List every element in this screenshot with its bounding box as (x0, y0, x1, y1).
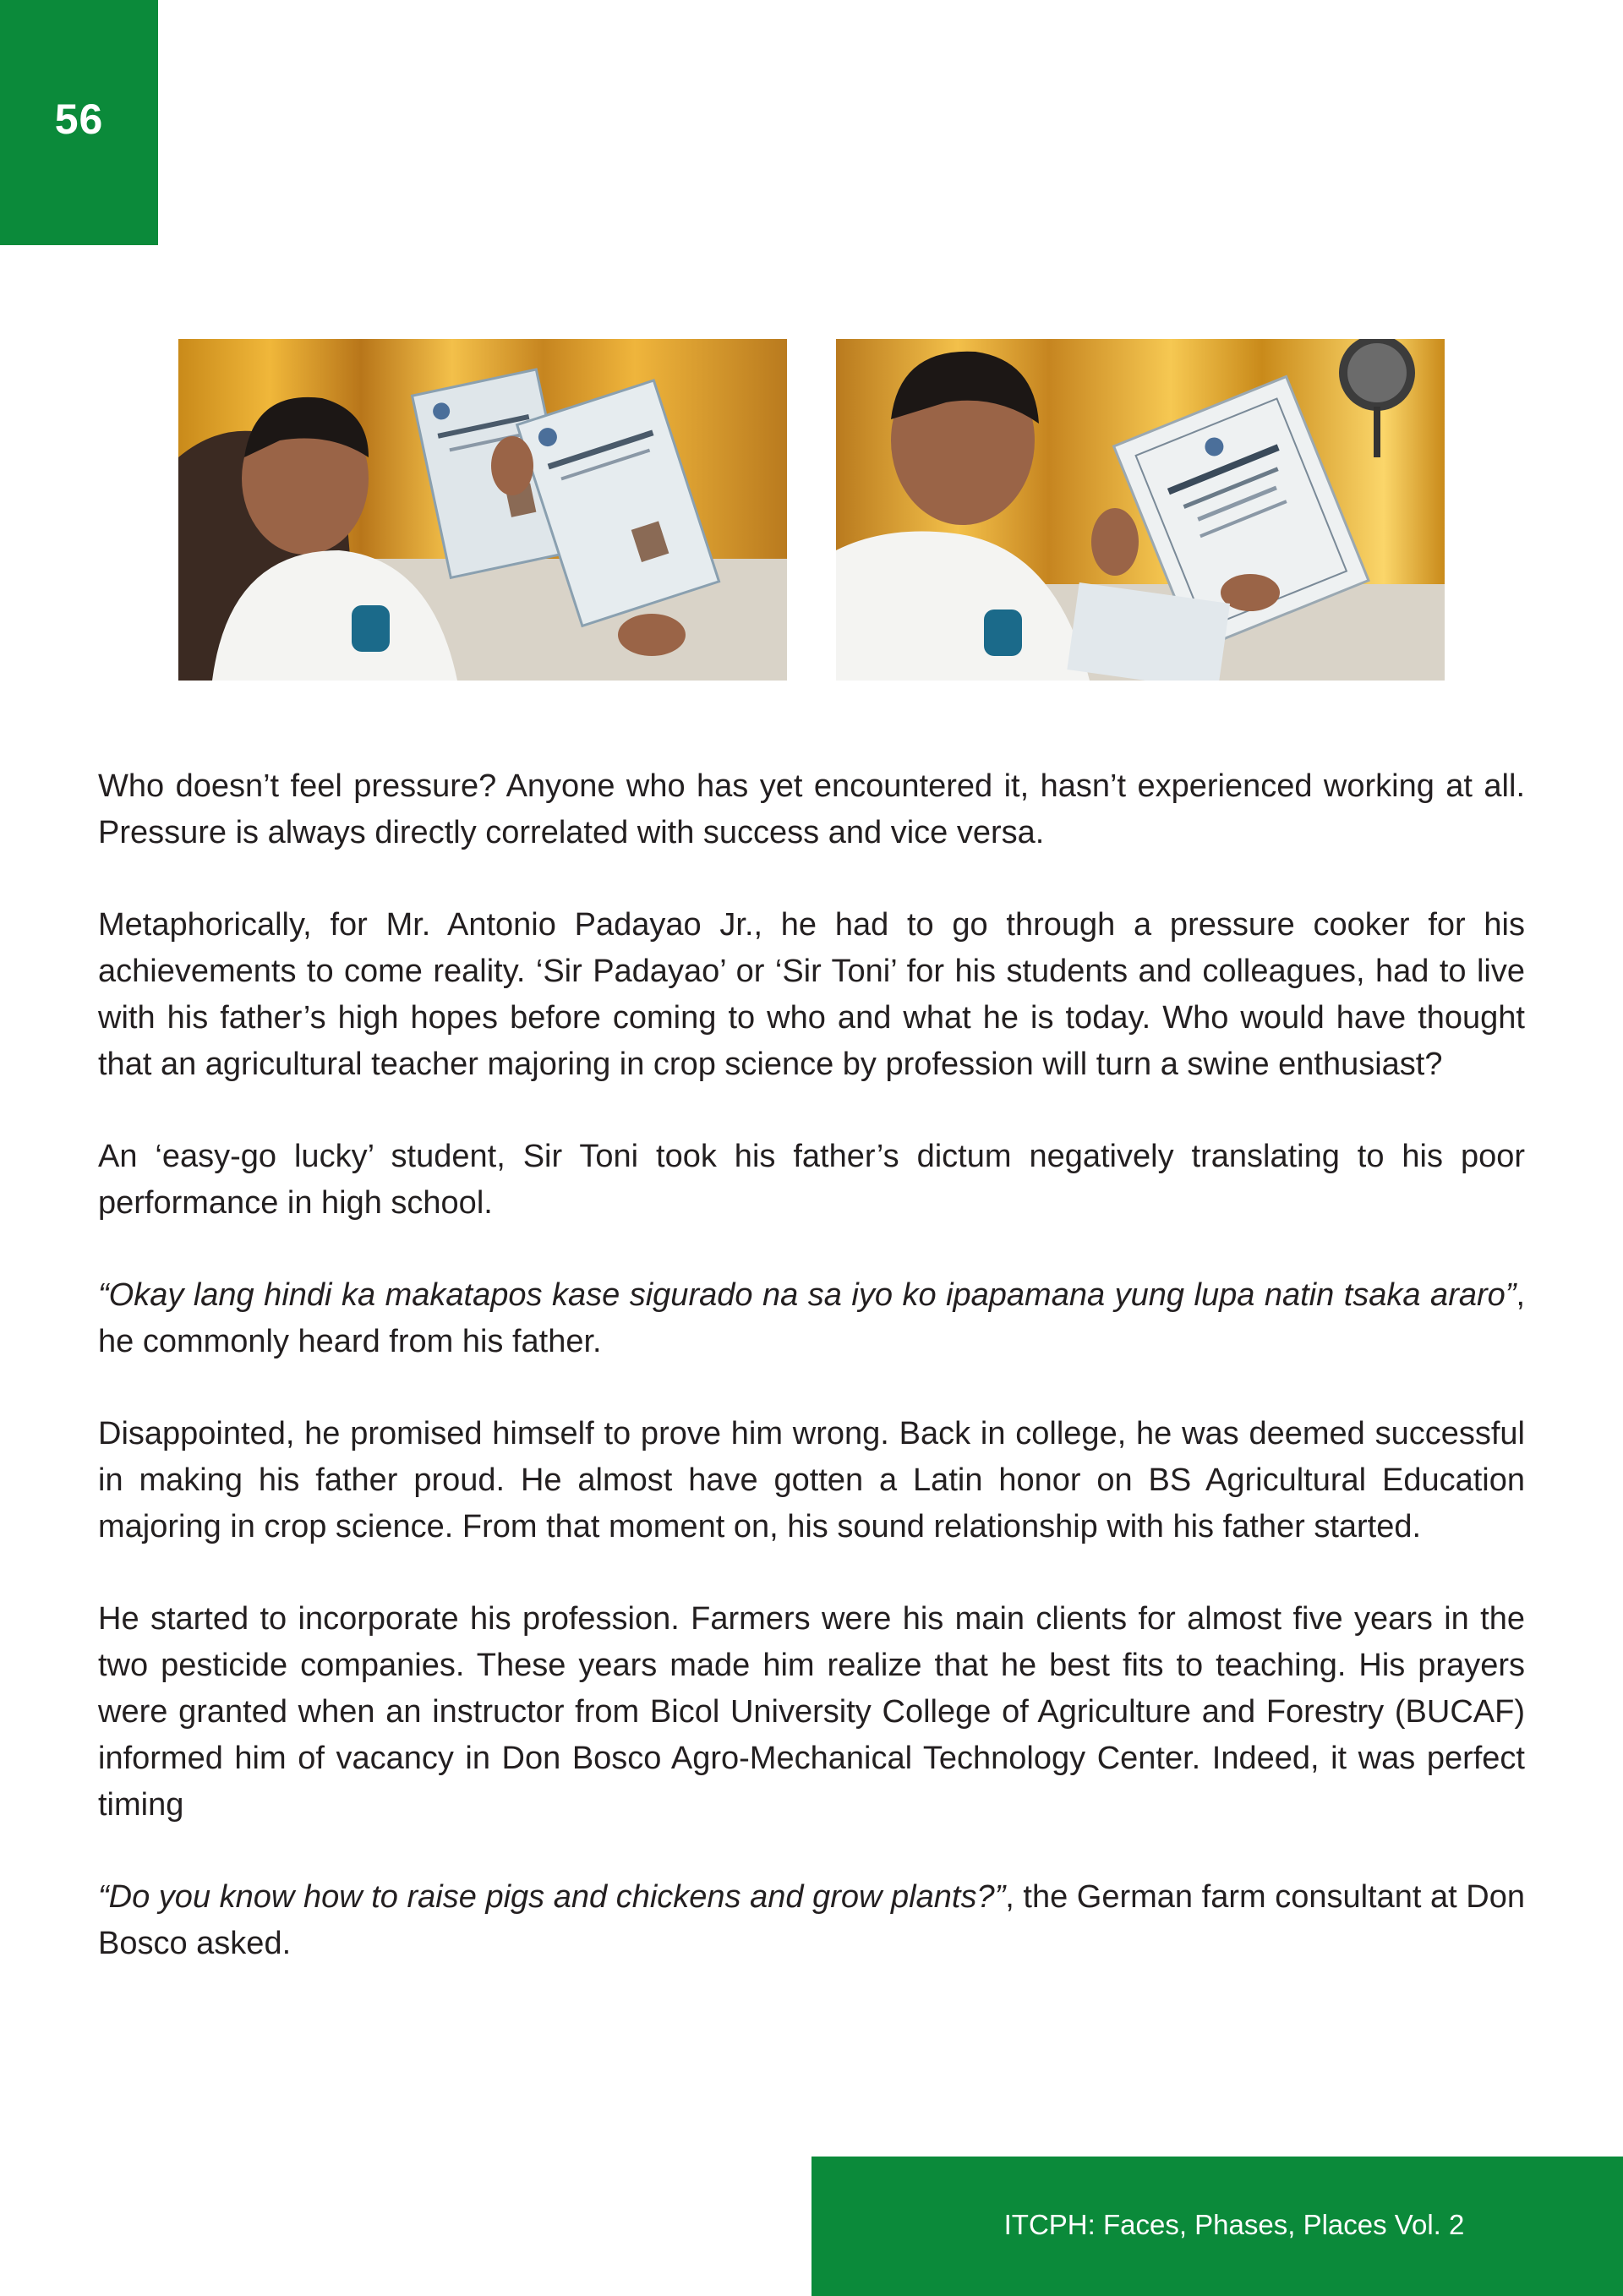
quote-attribution: , the German farm consultant at Don Bosco asked. (98, 1879, 1525, 1961)
paragraph: An ‘easy-go lucky’ student, Sir Toni took his father’s dictum negatively translating to his poor performance in high school. (98, 1139, 1525, 1221)
photo-man-pointing-certificate (836, 339, 1445, 681)
paragraph: He started to incorporate his profession. Farmers were his main clients for almost five years in the two pesticide companies. These years made him realize that he best fits to teaching. His prayers were granted when an instructor from Bicol University College of Agriculture and Forestry (BUCAF) informed him of vacancy in Don Bosco Agro-Mechanical Technology Center. Indeed, it was perfect timing (98, 1601, 1525, 1823)
paragraph-quote (98, 1272, 1525, 1365)
paragraph: Who doesn’t feel pressure? Anyone who has yet encountered it, hasn’t experienced working at all. Pressure is always directly correlated with success and vice versa. (98, 768, 1525, 850)
quote-text: “Do you know how to raise pigs and chickens and grow plants?” (98, 1879, 1006, 1915)
paragraph: Disappointed, he promised himself to prove him wrong. Back in college, he was deemed successful in making his father proud. He almost have gotten a Latin honor on BS Agricultural Education majoring in crop science. From that moment on, his sound relationship with his father started. (98, 1416, 1525, 1544)
paragraph-quote (98, 1874, 1525, 1967)
article-body (98, 763, 1525, 2013)
paragraph: Metaphorically, for Mr. Antonio Padayao Jr., he had to go through a pressure cooker for his achievements to come reality. ‘Sir Padayao’ or ‘Sir Toni’ for his students and colleagues, had to live with his father’s high hopes before coming to who and what he is today. Who would have thought that an agricultural teacher majoring in crop science by profession will turn a swine enthusiast? (98, 907, 1525, 1082)
photo-man-holding-certificates (178, 339, 787, 681)
quote-attribution: , he commonly heard from his father. (98, 1277, 1525, 1359)
page-number: 56 (54, 96, 104, 143)
quote-text: “Okay lang hindi ka makatapos kase sigurado na sa iyo ko ipapamana yung lupa natin tsaka araro” (98, 1277, 1516, 1313)
footer-publication-title: ITCPH: Faces, Phases, Places Vol. 2 (1003, 2209, 1465, 2240)
footer-band (812, 2157, 1623, 2296)
page-number-tab (0, 0, 158, 245)
